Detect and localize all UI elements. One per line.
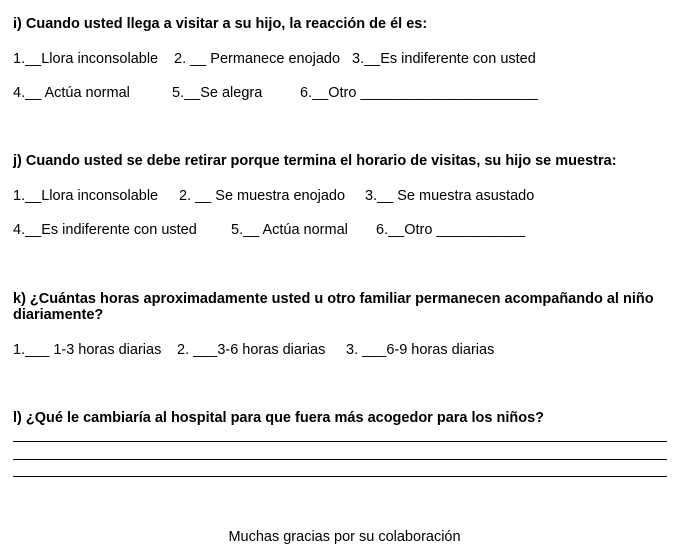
question-i-option-4: 4.__ Actúa normal	[13, 85, 130, 101]
question-j-option-5: 5.__ Actúa normal	[231, 222, 348, 238]
question-k-option-2: 2. ___3-6 horas diarias	[177, 342, 326, 358]
question-i-option-1: 1.__Llora inconsolable	[13, 51, 159, 67]
question-i-option-3: 3.__Es indiferente con usted	[352, 51, 536, 67]
question-j-option-6: 6.__Otro ___________	[376, 222, 526, 238]
question-k-option-1: 1.___ 1-3 horas diarias	[13, 342, 162, 358]
answer-line-3[interactable]	[13, 476, 667, 477]
question-i-option-2: 2. __ Permanece enojado	[174, 51, 341, 67]
question-k-option-3: 3. ___6-9 horas diarias	[346, 342, 495, 358]
question-k-title-line1: k) ¿Cuántas horas aproximadamente usted u otro familiar permanecen acompañando al niño	[13, 291, 654, 307]
question-i-option-6: 6.__Otro ______________________	[300, 85, 538, 101]
question-j-option-4: 4.__Es indiferente con usted	[13, 222, 197, 238]
answer-line-1[interactable]	[13, 441, 667, 442]
question-j-title: j) Cuando usted se debe retirar porque termina el horario de visitas, su hijo se muestra:	[13, 153, 617, 169]
answer-line-2[interactable]	[13, 459, 667, 460]
question-i-title: i) Cuando usted llega a visitar a su hijo, la reacción de él es:	[13, 16, 428, 32]
question-i-option-5: 5.__Se alegra	[172, 85, 263, 101]
question-j-option-2: 2. __ Se muestra enojado	[179, 188, 346, 204]
question-j-option-1: 1.__Llora inconsolable	[13, 188, 159, 204]
question-l-title: l) ¿Qué le cambiaría al hospital para que fuera más acogedor para los niños?	[13, 410, 545, 426]
thank-you-footer: Muchas gracias por su colaboración	[228, 529, 461, 545]
question-k-title-line2: diariamente?	[13, 307, 104, 323]
question-j-option-3: 3.__ Se muestra asustado	[365, 188, 535, 204]
